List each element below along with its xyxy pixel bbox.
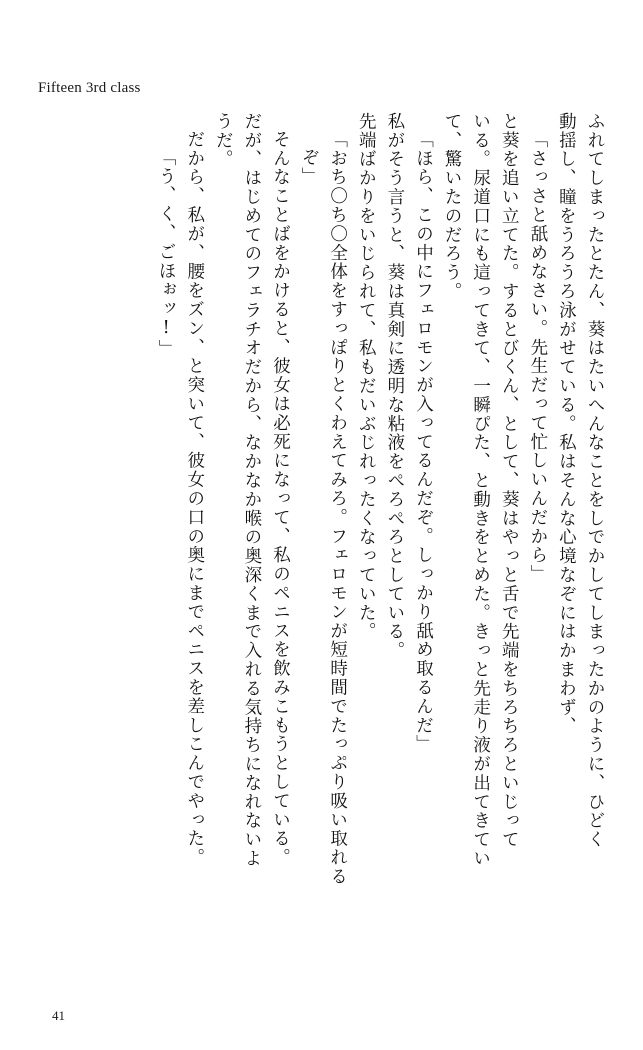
text-column: 「ほら、この中にフェロモンが入ってるんだぞ。しっかり舐め取るんだ」 xyxy=(413,130,434,754)
vertical-text-body xyxy=(40,112,609,992)
text-column: ぞ」 xyxy=(299,148,320,186)
text-column: ふれてしまったとたん、葵はたいへんなことをしでかしてしまったかのように、ひどく xyxy=(585,112,605,850)
text-column: 私がそう言うと、葵は真剣に透明な粘液をぺろぺろとしている。 xyxy=(384,112,405,661)
text-column: と葵を追い立てた。するとびくん、として、葵はやっと舌で先端をちろちろといじって xyxy=(499,112,520,850)
text-column: 「おち〇ち〇全体をすっぽりとくわえてみろ。フェロモンが短時間でたっぷり吸い取れる xyxy=(327,130,348,886)
running-header: Fifteen 3rd class xyxy=(38,80,141,96)
text-column: だが、はじめてのフェラチオだから、なかなか喉の奥深くまで入れる気持ちになれないよ xyxy=(241,112,262,868)
text-column: 動揺し、瞳をうろうろ泳がせている。私はそんな心境なぞにはかまわず、 xyxy=(556,112,577,736)
text-column: そんなことばをかけると、彼女は必死になって、私のペニスを飲みこもうとしている。 xyxy=(270,130,291,868)
text-column: 「う、く、ごほぉッ!」 xyxy=(156,148,177,359)
text-column: 「さっさと舐めなさい。先生だって忙しいんだから」 xyxy=(527,130,548,584)
text-column: て、驚いたのだろう。 xyxy=(442,112,463,301)
text-column: だから、私が、腰をズン、と突いて、彼女の口の奥にまでペニスを差しこんでやった。 xyxy=(184,130,205,868)
text-column: いる。尿道口にも這ってきて、一瞬ぴた、と動きをとめた。きっと先走り液が出てきてい xyxy=(470,112,491,868)
page-number: 41 xyxy=(52,1008,65,1023)
text-column: うだ。 xyxy=(213,112,234,169)
text-column: 先端ばかりをいじられて、私もだいぶじれったくなっていた。 xyxy=(356,112,377,642)
